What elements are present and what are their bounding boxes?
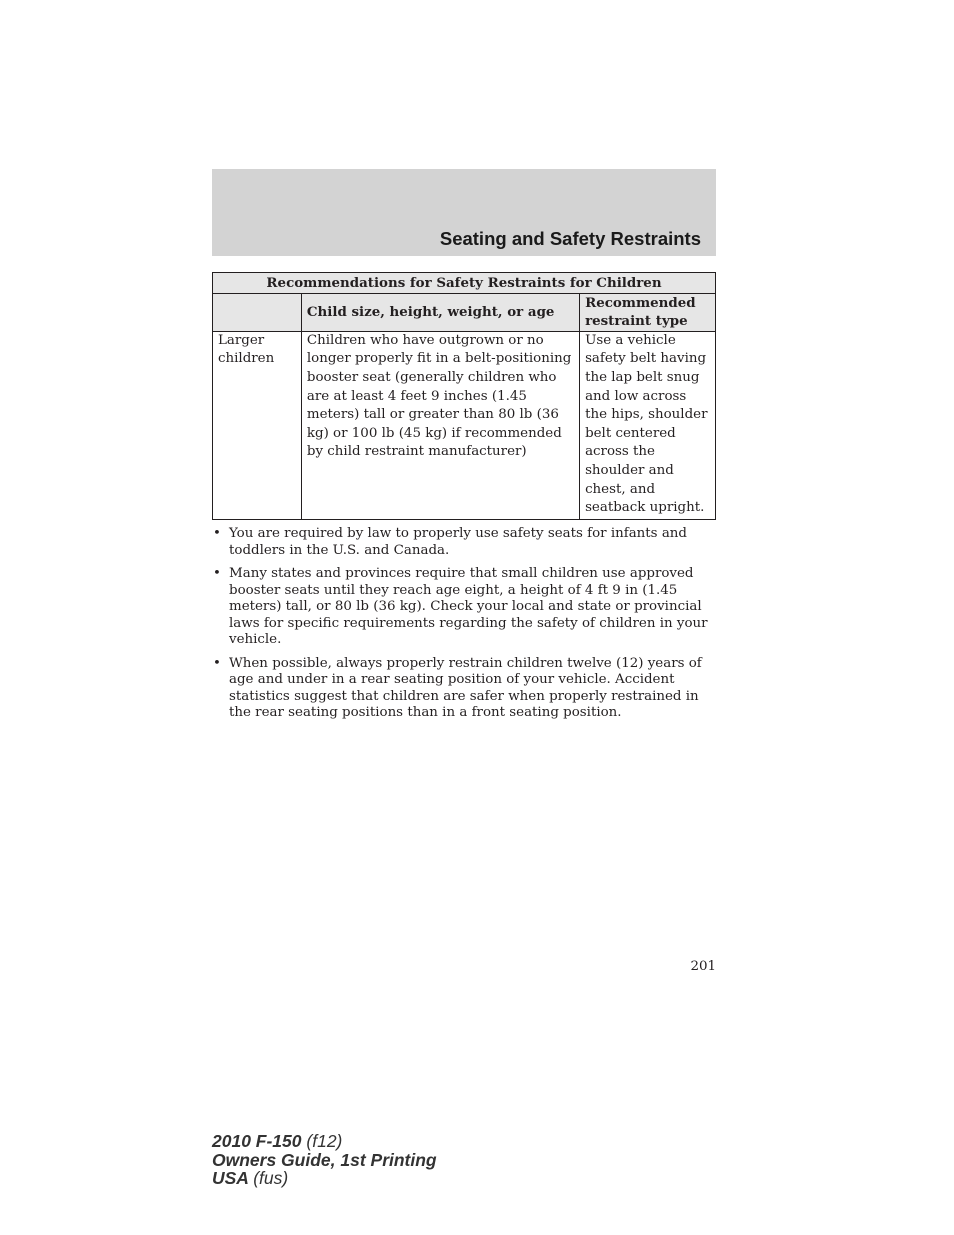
footer-model: 2010 F-150	[212, 1131, 302, 1151]
footer-line-printing	[212, 1151, 437, 1170]
column-header-category	[213, 293, 302, 331]
bullet-symbol: •	[213, 526, 221, 541]
restraint-recommendations-table	[212, 272, 716, 520]
list-item-text: You are required by law to properly use safety seats for infants and toddlers in the U.S. and Canada.	[229, 526, 687, 558]
footer-model-code: (f12)	[306, 1131, 343, 1151]
column-header-child-size: Child size, height, weight, or age	[301, 293, 579, 331]
list-item	[212, 566, 716, 649]
table-header-row	[213, 293, 716, 331]
bullet-symbol: •	[213, 566, 221, 581]
list-item-text: When possible, always properly restrain children twelve (12) years of age and under in a rear seating position of your vehicle. Accident statistics suggest that children are safer when properly restrained in the rear seating positions than in a front seating position.	[229, 655, 702, 720]
footer-printing: Owners Guide, 1st Printing	[212, 1149, 437, 1170]
list-item	[212, 656, 716, 722]
bullet-symbol: •	[213, 655, 221, 671]
page-number: 201	[690, 959, 716, 974]
table-row	[213, 331, 716, 519]
footer-line-model	[212, 1132, 437, 1151]
list-item	[212, 526, 716, 559]
cell-child-size: Children who have outgrown or no longer properly fit in a belt-positioning booster seat (generally children who are at least 4 feet 9 inches (1.45 meters) tall or greater than 80 lb (36 kg) or 100 lb (45 kg) if recommended by child restraint manufacturer)	[301, 331, 579, 519]
column-header-restraint-type: Recommended restraint type	[580, 293, 716, 331]
document-footer	[212, 1132, 437, 1188]
table-caption-row	[213, 273, 716, 294]
footer-line-market	[212, 1169, 437, 1188]
list-item-text: Many states and provinces require that small children use approved booster seats until they reach age eight, a height of 4 ft 9 in (1.45 meters) tall, or 80 lb (36 kg). Check your local and state or provincial laws for specific requirements regarding the safety of children in your vehicle.	[229, 566, 708, 647]
section-header-band	[212, 169, 716, 256]
section-title: Seating and Safety Restraints	[439, 228, 701, 249]
cell-category: Larger children	[213, 331, 302, 519]
footer-market: USA	[212, 1168, 249, 1188]
table-caption: Recommendations for Safety Restraints for Children	[213, 273, 716, 294]
safety-notes-list	[212, 526, 716, 729]
cell-restraint-type: Use a vehicle safety belt having the lap belt snug and low across the hips, shoulder belt centered across the shoulder and chest, and seatback upright.	[580, 331, 716, 519]
footer-market-code: (fus)	[253, 1168, 289, 1188]
